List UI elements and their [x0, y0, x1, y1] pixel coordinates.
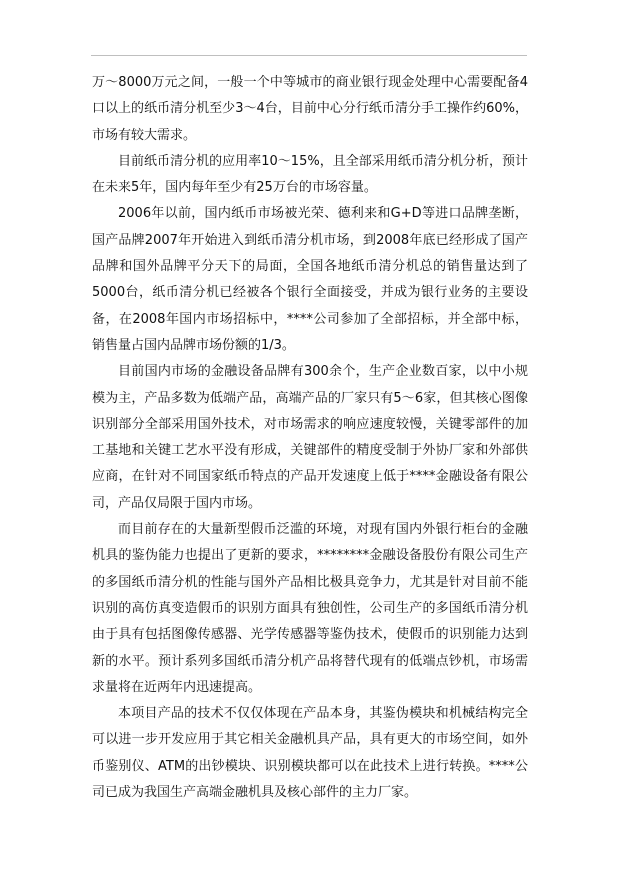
paragraph-continued: 万～8000万元之间，一般一个中等城市的商业银行现金处理中心需要配备4口以上的纸币清分机至少3～4台，目前中心分行纸币清分手工操作约60%，市场有较大需求。	[92, 75, 528, 143]
document-body	[92, 70, 528, 806]
paragraph-market-history: 2006年以前，国内纸币市场被光荣、德利来和G+D等进口品牌垄断，国产品牌2007年开始进入到纸币清分机市场，到2008年底已经形成了国产品牌和国外品牌平分天下的局面，全国各地纸币清分机总的销售量达到了5000台，纸币清分机已经被各个银行全面接受，并成为银行业务的主要设备，在2008年国内市场招标中，****公司参加了全部招标，并全部中标，销售量占国内品牌市场份额的1/3。	[92, 206, 528, 353]
paragraph-application-rate: 目前纸币清分机的应用率10～15%，且全部采用纸币清分机分析，预计在未来5年，国内每年至少有25万台的市场容量。	[92, 153, 528, 196]
paragraph-technology-scope: 本项目产品的技术不仅仅体现在产品本身，其鉴伪模块和机械结构完全可以进一步开发应用于其它相关金融机具产品，具有更大的市场空间，如外币鉴别仪、ATM的出钞模块、识别模块都可以在此技术上进行转换。****公司已成为我国生产高端金融机具及核心部件的主力厂家。	[92, 706, 528, 801]
header-rule	[91, 55, 527, 56]
paragraph-counterfeit-environment: 而目前存在的大量新型假币泛滥的环境，对现有国内外银行柜台的金融机具的鉴伪能力也提出了更新的要求，********金融设备股份有限公司生产的多国纸币清分机的性能与国外产品相比极具竞争力，尤其是针对目前不能识别的高仿真变造假币的识别方面具有独创性，公司生产的多国纸币清分机由于具有包括图像传感器、光学传感器等鉴伪技术，使假币的识别能力达到新的水平。预计系列多国纸币清分机产品将替代现有的低端点钞机，市场需求量将在近两年内迅速提高。	[92, 522, 528, 695]
paragraph-domestic-brands: 目前国内市场的金融设备品牌有300余个，生产企业数百家，以中小规模为主，产品多数为低端产品，高端产品的厂家只有5～6家，但其核心图像识别部分全部采用国外技术，对市场需求的响应速度较慢，关键零部件的加工基地和关键工艺水平没有形成，关键部件的精度受制于外协厂家和外部供应商，在针对不同国家纸币特点的产品开发速度上低于****金融设备有限公司，产品仅局限于国内市场。	[92, 364, 528, 511]
